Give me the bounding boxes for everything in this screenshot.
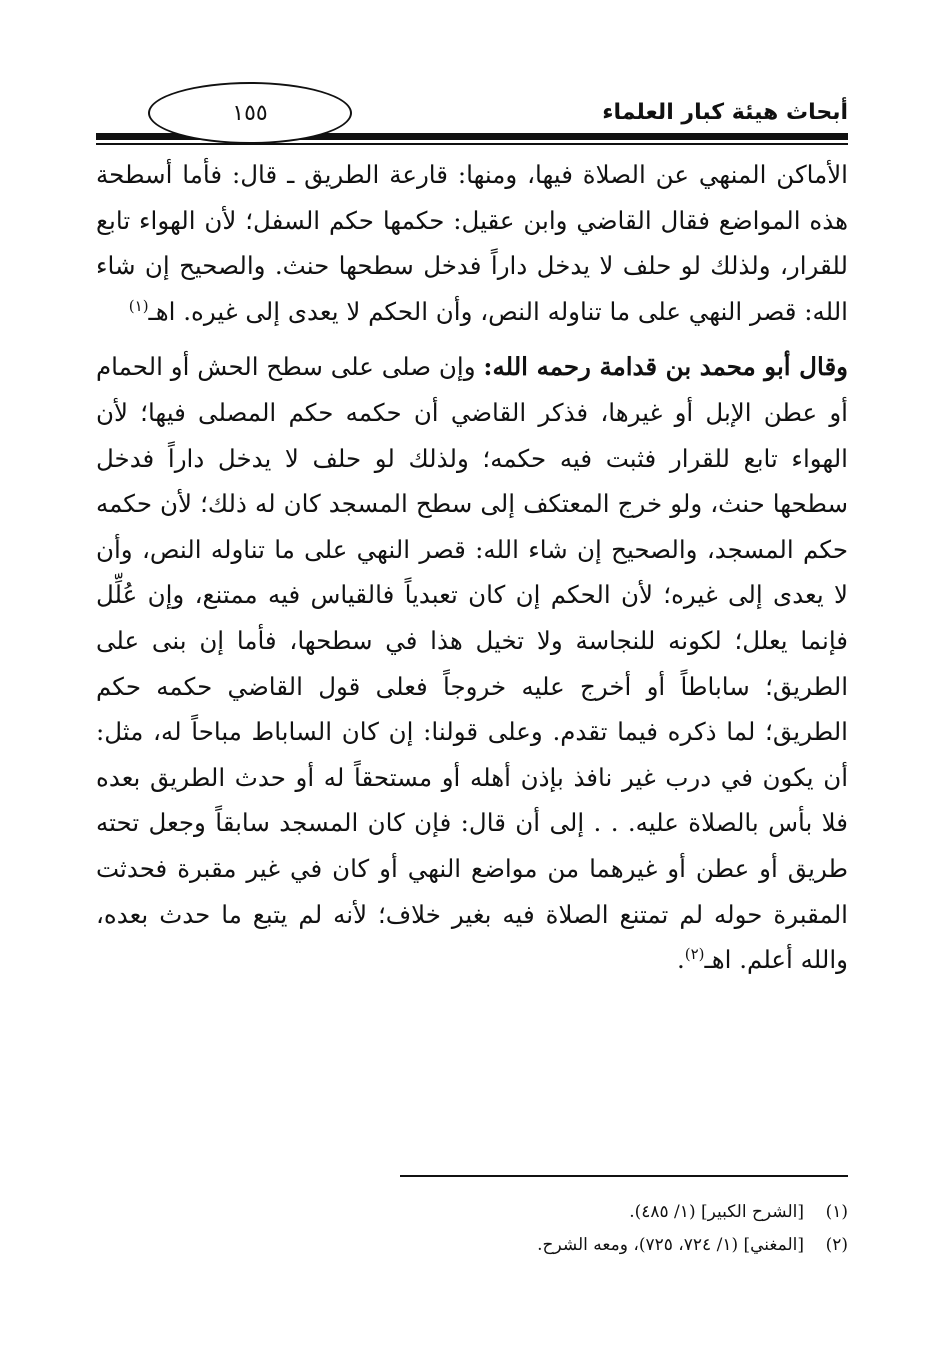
footnote-ref-1[interactable]: (١)	[128, 296, 149, 315]
paragraph-1-text: الأماكن المنهي عن الصلاة فيها، ومنها: قارعة الطريق ـ قال: فأما أسطحة هذه المواضع فقال القاضي وابن عقيل: حكمها حكم السفل؛ لأن الهواء تابع للقرار، ولذلك لو حلف لا يدخل داراً فدخل سطحها حنث. والصحيح إن شاء الله: قصر النهي على ما تناوله النص، وأن الحكم لا يعدى إلى غيره. اهـ	[96, 160, 848, 326]
footnote-1	[96, 1196, 848, 1229]
footnote-text: [المغني] (١/ ٧٢٤، ٧٢٥)، ومعه الشرح.	[537, 1235, 804, 1255]
header-rule-thin	[96, 143, 848, 145]
footnotes	[96, 1196, 848, 1262]
main-text	[96, 152, 848, 983]
footnote-number: (٢)	[825, 1235, 848, 1255]
footnote-2	[96, 1229, 848, 1262]
footnote-number: (١)	[825, 1202, 848, 1222]
paragraph-2-end: .	[676, 945, 685, 975]
footnote-rule	[400, 1175, 848, 1177]
paragraph-1	[96, 152, 848, 334]
paragraph-2	[96, 344, 848, 982]
paragraph-2-speaker: وقال أبو محمد بن قدامة رحمه الله:	[483, 352, 848, 382]
page-number-oval	[148, 82, 352, 144]
footnote-ref-2[interactable]: (٢)	[684, 944, 705, 963]
paragraph-2-text: وإن صلى على سطح الحش أو الحمام أو عطن الإبل أو غيرها، فذكر القاضي أن حكمه حكم المصلى فيها؛ لأن الهواء تابع للقرار فثبت فيه حكمه؛ ولذلك لو حلف لا يدخل داراً فدخل سطحها حنث، ولو خرج المعتكف إلى سطح المسجد كان له ذلك؛ لأن حكمه حكم المسجد، والصحيح إن شاء الله: قصر النهي على ما تناوله النص، وأن لا يعدى إلى غيره؛ لأن الحكم إن كان تعبدياً فالقياس فيه ممتنع، وإن عُلِّل فإنما يعلل؛ لكونه للنجاسة ولا تخيل هذا في سطحها، فأما إن بنى على الطريق؛ ساباطاً أو أخرج عليه خروجاً فعلى قول القاضي حكمه حكم الطريق؛ لما ذكره فيما تقدم. وعلى قولنا: إن كان الساباط مباحاً له، مثل: أن يكون في درب غير نافذ بإذن أهله أو مستحقاً له أو حدث الطريق بعده فلا بأس بالصلاة عليه. . . إلى أن قال: فإن كان المسجد سابقاً وجعل تحته طريق أو عطن أو غيرهما من مواضع النهي أو كان في غير مقبرة فحدثت المقبرة حوله لم تمتنع الصلاة فيه بغير خلاف؛ لأنه لم يتبع ما حدث بعده، والله أعلم. اهـ	[96, 352, 848, 975]
running-title: أبحاث هيئة كبار العلماء	[602, 100, 848, 125]
page-number: ١٥٥	[232, 100, 268, 126]
footnote-text: [الشرح الكبير] (١/ ٤٨٥).	[629, 1202, 804, 1222]
